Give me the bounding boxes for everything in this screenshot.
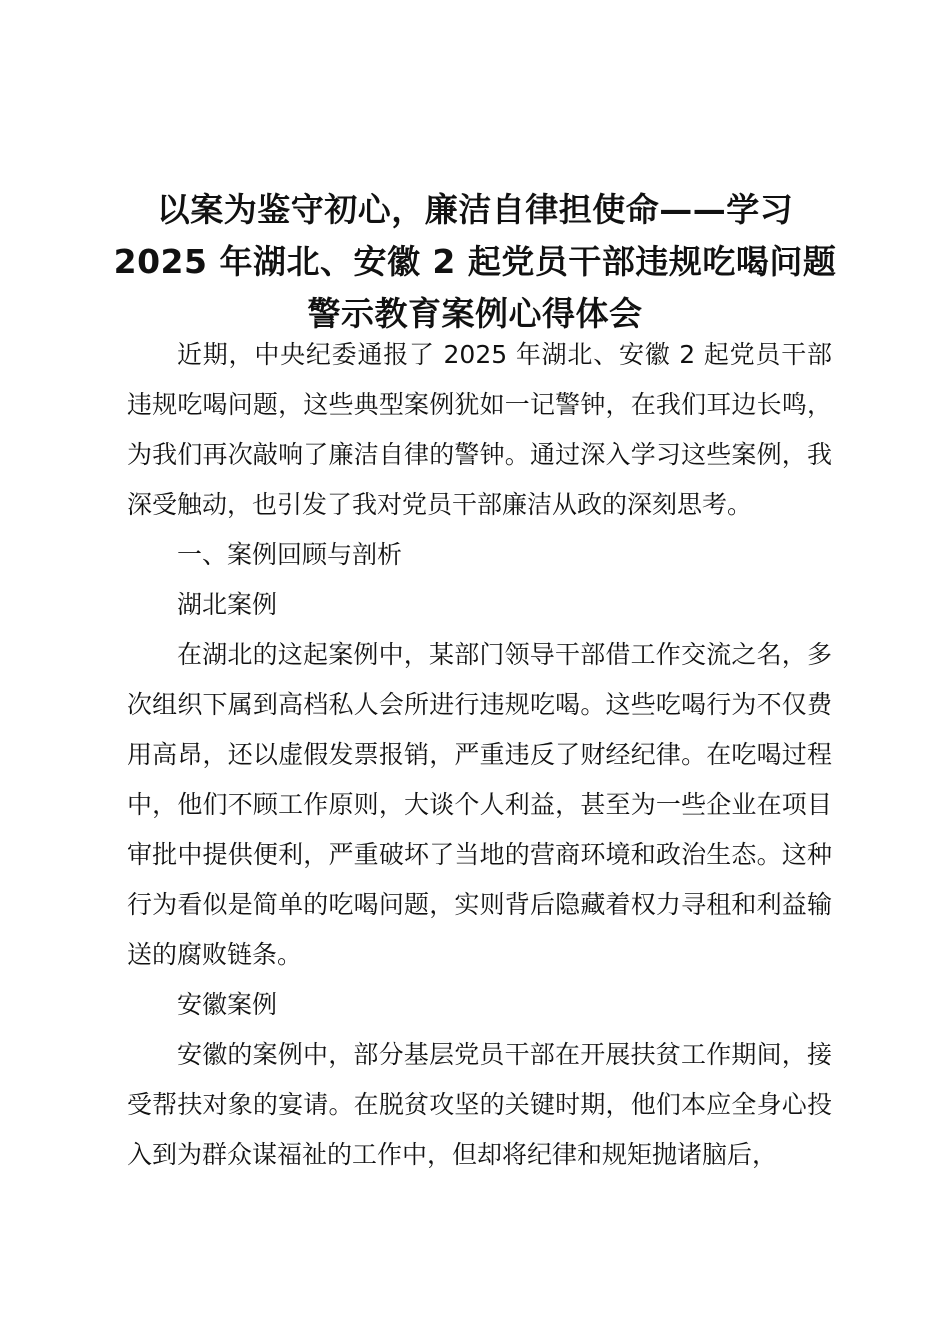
anhui-case-heading: 安徽案例 (177, 990, 278, 1019)
hubei-case-paragraph: 在湖北的这起案例中，某部门领导干部借工作交流之名，多次组织下属到高档私人会所进行违规吃喝。这些吃喝行为不仅费用高昂，还以虚假发票报销，严重违反了财经纪律。在吃喝过程中，他们不顾工作原则，大谈个人利益，甚至为一些企业在项目审批中提供便利，严重破坏了当地的营商环境和政治生态。这种行为看似是简单的吃喝问题，实则背后隐藏着权力寻租和利益输送的腐败链条。 (127, 640, 832, 969)
document-title (110, 184, 840, 340)
title-line-2: 2025 年湖北、安徽 2 起党员干部违规吃喝问题 (113, 242, 837, 281)
title-line-3: 警示教育案例心得体会 (307, 294, 643, 333)
anhui-case-paragraph: 安徽的案例中，部分基层党员干部在开展扶贫工作期间，接受帮扶对象的宴请。在脱贫攻坚的关键时期，他们本应全身心投入到为群众谋福祉的工作中，但却将纪律和规矩抛诸脑后， (127, 1040, 832, 1169)
section-heading: 一、案例回顾与剖析 (177, 540, 403, 569)
hubei-case-heading: 湖北案例 (177, 590, 278, 619)
title-line-1: 以案为鉴守初心，廉洁自律担使命——学习 (156, 190, 794, 229)
intro-paragraph: 近期，中央纪委通报了 2025 年湖北、安徽 2 起党员干部违规吃喝问题，这些典型案例犹如一记警钟，在我们耳边长鸣，为我们再次敲响了廉洁自律的警钟。通过深入学习这些案例，我深受触动，也引发了我对党员干部廉洁从政的深刻思考。 (127, 340, 832, 519)
document-body (127, 330, 832, 1180)
